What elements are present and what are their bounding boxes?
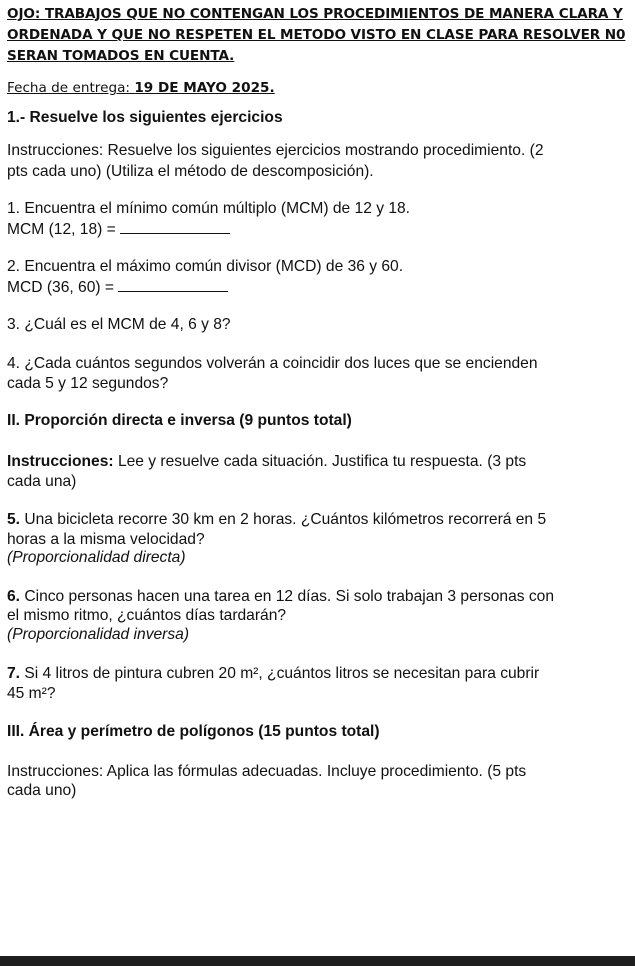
- section-2-instructions-line-1: [7, 452, 526, 472]
- question-1-answer-label: MCM (12, 18) =: [7, 221, 116, 238]
- question-5-text: Una bicicleta recorre 30 km en 2 horas. ¿Cuántos kilómetros recorrerá en 5: [24, 511, 547, 528]
- question-2-answer-label: MCD (36, 60) =: [7, 279, 115, 296]
- answer-blank: [120, 232, 230, 234]
- question-1: 1. Encuentra el mínimo común múltiplo (MCM) de 12 y 18.: [7, 200, 411, 217]
- section-2-title: II. Proporción directa e inversa (9 puntos total): [7, 412, 352, 429]
- question-4-line-1: 4. ¿Cada cuántos segundos volverán a coincidir dos luces que se encienden: [7, 355, 538, 372]
- question-2-answer: [7, 278, 228, 298]
- question-1-answer: [7, 220, 230, 240]
- warning-line-1: OJO: TRABAJOS QUE NO CONTENGAN LOS PROCEDIMIENTOS DE MANERA CLARA Y: [7, 6, 623, 22]
- bottom-bar: [0, 956, 635, 966]
- question-6-text: Cinco personas hacen una tarea en 12 días. Si solo trabajan 3 personas con: [24, 588, 555, 605]
- section-3-instructions-line-1: Instrucciones: Aplica las fórmulas adecuadas. Incluye procedimiento. (5 pts: [7, 763, 527, 780]
- question-3: 3. ¿Cuál es el MCM de 4, 6 y 8?: [7, 316, 231, 333]
- question-7-line-1: [7, 664, 539, 684]
- question-2: 2. Encuentra el máximo común divisor (MCD) de 36 y 60.: [7, 258, 404, 275]
- question-5-line-2: horas a la misma velocidad?: [7, 531, 205, 548]
- question-6-number: 6.: [7, 588, 21, 605]
- due-date: [7, 79, 275, 97]
- question-5-note: (Proporcionalidad directa): [7, 549, 186, 566]
- section-1-title: 1.- Resuelve los siguientes ejercicios: [7, 109, 283, 126]
- question-6-line-1: [7, 587, 554, 607]
- section-3-instructions-line-2: cada uno): [7, 782, 77, 799]
- question-5-number: 5.: [7, 511, 21, 528]
- question-7-line-2: 45 m²?: [7, 685, 56, 702]
- section-2-instructions-label: Instrucciones:: [7, 453, 114, 470]
- due-date-label: Fecha de entrega:: [7, 80, 130, 96]
- section-2-instructions-line-2: cada una): [7, 473, 77, 490]
- question-7-number: 7.: [7, 665, 21, 682]
- section-3-title: III. Área y perímetro de polígonos (15 puntos total): [7, 723, 380, 740]
- answer-blank: [118, 290, 228, 292]
- question-4-line-2: cada 5 y 12 segundos?: [7, 375, 169, 392]
- section-2-instructions-text: Lee y resuelve cada situación. Justifica tu respuesta. (3 pts: [117, 453, 527, 470]
- due-date-value: 19 DE MAYO 2025.: [134, 80, 275, 96]
- question-7-text: Si 4 litros de pintura cubren 20 m², ¿cuántos litros se necesitan para cubrir: [24, 665, 540, 682]
- question-6-line-2: el mismo ritmo, ¿cuántos días tardarán?: [7, 607, 287, 624]
- question-6-note: (Proporcionalidad inversa): [7, 626, 190, 643]
- warning-line-3: SERAN TOMADOS EN CUENTA.: [7, 48, 235, 64]
- warning-notice: [7, 4, 627, 67]
- section-1-instructions-line-1: Instrucciones: Resuelve los siguientes ejercicios mostrando procedimiento. (2: [7, 142, 544, 159]
- warning-line-2: ORDENADA Y QUE NO RESPETEN EL METODO VISTO EN CLASE PARA RESOLVER N0: [7, 27, 626, 43]
- question-5-line-1: [7, 510, 546, 530]
- section-1-instructions-line-2: pts cada uno) (Utiliza el método de descomposición).: [7, 163, 374, 180]
